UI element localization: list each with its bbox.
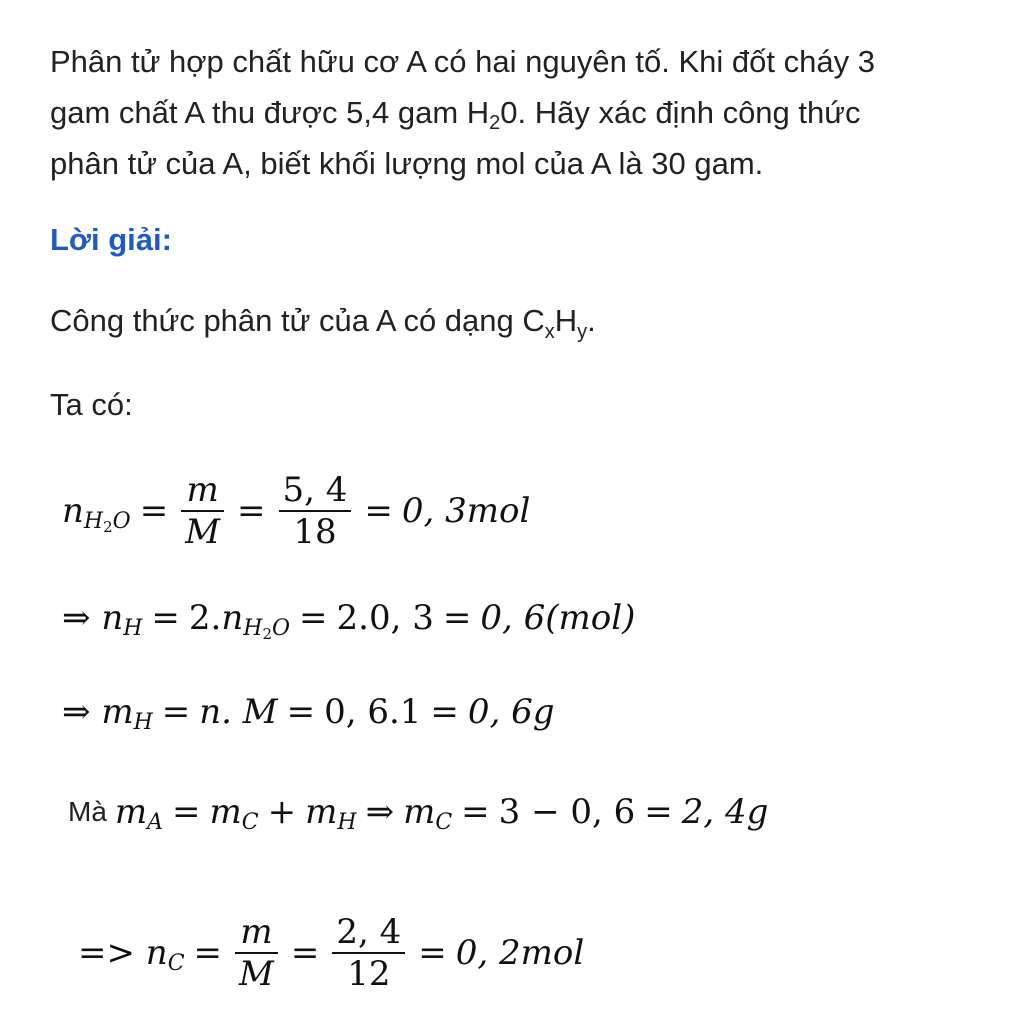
equation-1 <box>62 470 530 552</box>
eq5-result: 0, 2mol <box>455 933 585 973</box>
eq1-equals-1: = <box>139 491 169 531</box>
eq1-lhs-sub-o: O <box>112 508 131 534</box>
equation-4 <box>68 792 769 835</box>
eq5-equals-3: = <box>418 933 447 973</box>
ta-co-label: Ta có: <box>50 387 133 422</box>
eq3-equals-2: = <box>286 692 316 732</box>
problem-line-2 <box>50 87 1000 138</box>
eq1-frac2-den: 18 <box>293 512 337 552</box>
eq4-t1-sub: C <box>241 809 259 835</box>
eq2-var-sub <box>243 616 290 641</box>
equation-2 <box>62 598 636 643</box>
eq3-equals-1: = <box>161 692 191 732</box>
eq2-var-sub-o: O <box>272 615 291 641</box>
problem-line-1: Phân tử hợp chất hữu cơ A có hai nguyên tố. Khi đốt cháy 3 <box>50 44 875 79</box>
eq3-mid: 0, 6.1 <box>324 692 422 732</box>
eq1-fraction-1 <box>181 470 224 552</box>
eq2-equals-1: = <box>151 598 180 638</box>
water-subscript: 2 <box>489 112 501 134</box>
equation-3 <box>62 692 555 735</box>
equation-5 <box>78 912 584 994</box>
eq2-var: n <box>221 598 244 638</box>
formula-sub-y: y <box>577 321 588 343</box>
eq5-frac2-den: 12 <box>347 954 391 994</box>
formula-statement <box>50 303 596 343</box>
eq1-frac1-den: M <box>185 512 221 552</box>
eq2-lhs-sub: H <box>123 615 143 641</box>
formula-mid: H <box>554 303 578 338</box>
eq5-frac2-num: 2, 4 <box>336 912 402 952</box>
eq1-result: 0, 3mol <box>401 491 531 531</box>
eq4-result: 2, 4g <box>681 792 769 832</box>
eq2-result: 0, 6(mol) <box>480 598 636 638</box>
eq4-t3: m <box>403 792 436 832</box>
eq2-equals-3: = <box>442 598 472 638</box>
eq5-frac1-num: m <box>240 912 273 952</box>
eq3-result: 0, 6g <box>467 692 555 732</box>
eq1-lhs-sub-h: H <box>83 508 104 534</box>
formula-sub-x: x <box>544 321 555 343</box>
eq4-t1: m <box>209 792 242 832</box>
eq1-frac1-num: m <box>186 470 219 510</box>
eq4-lhs-sub: A <box>147 809 164 835</box>
eq1-fraction-2 <box>279 470 352 552</box>
eq5-lhs-sub: C <box>167 950 185 976</box>
eq5-equals-2: = <box>290 933 320 973</box>
eq4-label: Mà <box>68 796 107 827</box>
eq4-equals-3: = <box>644 792 673 832</box>
eq3-arrow: ⇒ <box>62 692 91 732</box>
eq4-t2: m <box>305 792 338 832</box>
eq4-t2-sub: H <box>337 809 357 835</box>
eq3-equals-3: = <box>430 692 459 732</box>
eq3-rhs: n. M <box>199 692 278 732</box>
eq5-fraction-2 <box>332 912 405 994</box>
eq5-lhs: n <box>145 933 168 973</box>
eq2-coef: 2. <box>188 598 222 638</box>
eq3-lhs-sub: H <box>133 709 153 735</box>
eq2-equals-2: = <box>299 598 328 638</box>
eq4-plus: + <box>267 792 297 832</box>
eq1-lhs: n <box>62 491 84 531</box>
eq5-arrow: => <box>78 933 135 973</box>
eq1-lhs-sub <box>84 509 131 534</box>
eq1-equals-2: = <box>237 491 266 531</box>
solution-heading: Lời giải: <box>50 222 172 257</box>
eq1-lhs-subsub: 2 <box>103 517 113 536</box>
eq5-equals-1: = <box>193 933 223 973</box>
problem-statement <box>50 36 1000 189</box>
eq4-t3-sub: C <box>435 809 453 835</box>
eq4-arrow: ⇒ <box>365 792 395 832</box>
eq2-var-subsub: 2 <box>262 624 272 643</box>
eq4-expr: 3 − 0, 6 <box>498 792 636 832</box>
problem-line-2-post: 0. Hãy xác định công thức <box>500 95 861 130</box>
problem-line-2-pre: gam chất A thu được 5,4 gam H <box>50 95 490 130</box>
eq2-lhs: n <box>101 598 124 638</box>
eq3-lhs: m <box>101 692 134 732</box>
eq4-equals-1: = <box>172 792 201 832</box>
problem-line-3: phân tử của A, biết khối lượng mol của A là 30 gam. <box>50 146 764 181</box>
eq5-fraction-1 <box>235 912 278 994</box>
formula-post: . <box>587 303 596 338</box>
eq4-lhs: m <box>114 792 148 832</box>
formula-pre: Công thức phân tử của A có dạng C <box>50 303 545 338</box>
eq2-mid: 2.0, 3 <box>336 598 434 638</box>
eq1-frac2-num: 5, 4 <box>282 470 348 510</box>
eq5-frac1-den: M <box>239 954 274 994</box>
eq1-equals-3: = <box>364 491 393 531</box>
eq2-arrow: ⇒ <box>62 598 91 638</box>
eq4-equals-2: = <box>461 792 490 832</box>
eq2-var-sub-h: H <box>243 615 263 641</box>
